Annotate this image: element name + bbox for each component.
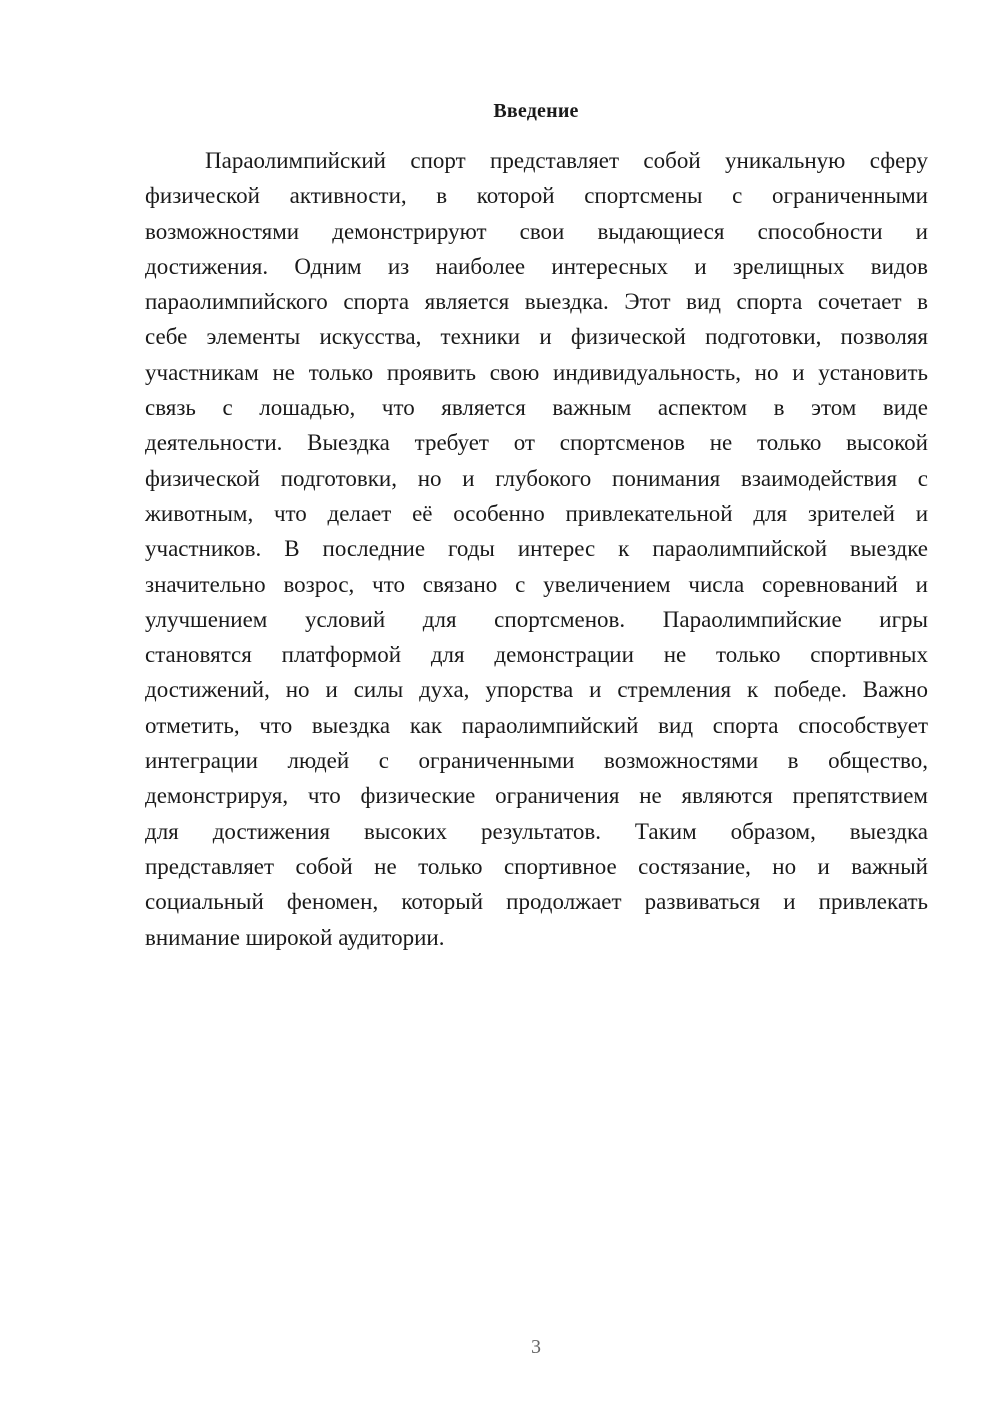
introduction-paragraph bbox=[145, 143, 928, 955]
paragraph-line: участникам не только проявить свою индивидуальность, но и установить bbox=[145, 359, 928, 385]
paragraph-line: достижений, но и силы духа, упорства и стремления к победе. Важно bbox=[145, 677, 928, 703]
paragraph-line: для достижения высоких результатов. Таким образом, выездка bbox=[145, 818, 928, 844]
paragraph-line: участников. В последние годы интерес к параолимпийской выездке bbox=[145, 536, 928, 562]
paragraph-line: социальный феномен, который продолжает развиваться и привлекать bbox=[145, 889, 928, 915]
page-number: 3 bbox=[531, 1336, 541, 1358]
paragraph-line: достижения. Одним из наиболее интересных и зрелищных видов bbox=[145, 253, 928, 279]
paragraph-line: связь с лошадью, что является важным аспектом в этом виде bbox=[145, 395, 928, 421]
paragraph-line: физической активности, в которой спортсмены с ограниченными bbox=[145, 183, 928, 209]
paragraph-line: деятельности. Выездка требует от спортсменов не только высокой bbox=[145, 430, 928, 456]
paragraph-line: представляет собой не только спортивное состязание, но и важный bbox=[145, 853, 928, 879]
paragraph-line: внимание широкой аудитории. bbox=[145, 924, 445, 950]
paragraph-line: Параолимпийский спорт представляет собой уникальную сферу bbox=[205, 148, 928, 173]
paragraph-line: становятся платформой для демонстрации не только спортивных bbox=[145, 642, 928, 668]
paragraph-line: параолимпийского спорта является выездка. Этот вид спорта сочетает в bbox=[145, 289, 928, 315]
paragraph-line: отметить, что выездка как параолимпийский вид спорта способствует bbox=[145, 712, 928, 738]
paragraph-line: возможностями демонстрируют свои выдающиеся способности и bbox=[145, 218, 928, 244]
paragraph-line: демонстрируя, что физические ограничения не являются препятствием bbox=[145, 783, 928, 809]
paragraph-line: физической подготовки, но и глубокого понимания взаимодействия с bbox=[145, 465, 928, 491]
paragraph-line: улучшением условий для спортсменов. Параолимпийские игры bbox=[145, 606, 928, 632]
section-heading: Введение bbox=[493, 100, 579, 122]
paragraph-line: себе элементы искусства, техники и физической подготовки, позволяя bbox=[145, 324, 928, 350]
paragraph-line: значительно возрос, что связано с увеличением числа соревнований и bbox=[145, 571, 928, 597]
paragraph-line: животным, что делает её особенно привлекательной для зрителей и bbox=[145, 500, 928, 526]
paragraph-line: интеграции людей с ограниченными возможностями в общество, bbox=[145, 748, 928, 774]
